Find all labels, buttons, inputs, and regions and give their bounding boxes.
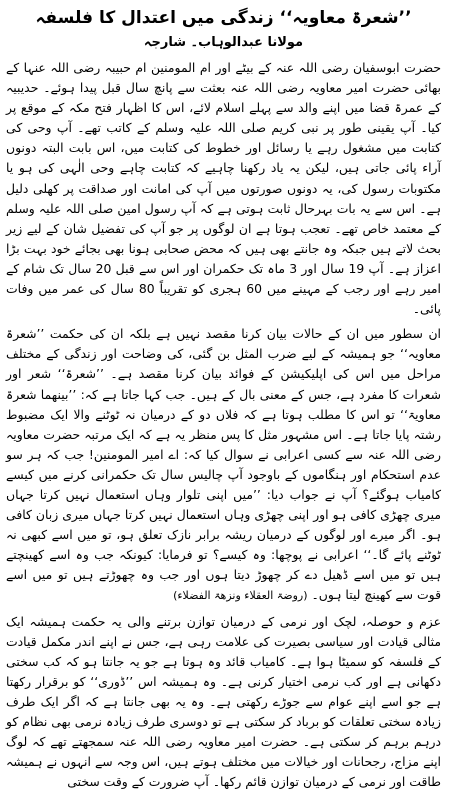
paragraph-shurat-muawiya-text: ان سطور میں ان کے حالات بیان کرنا مقصد نہیں ہے بلکہ ان کی حکمت ’’شعرۃ معاویہ‘‘ جو ہمیشہ کے لیے ضرب المثل بن گئی، کی وضاحت اور زندگی کے مختلف مراحل میں اس کی اپلیکیشن کے فوائد بیان کرنا مقصد ہے۔ ’’شعرۃ‘‘ شعر اور شعرات کا مفرد ہے، جس کے معنی بال کے ہیں۔ جب کہا جاتا ہے کہ: ’’بینھما شعرۃ معاویۃ‘‘ تو اس کا مطلب ہوتا ہے کہ فلاں دو کے درمیان نہ ٹوٹنے والا ایک مضبوط رشتہ پایا جاتا ہے۔ اس مشہور مثل کا پس منظر یہ ہے کہ ایک مرتبہ حضرت معاویہ رضی اللہ عنہ سے کسی اعرابی نے سوال کیا کہ: اے امیر المومنین! جب کہ ہر سو عدم استحکام اور ہنگاموں کے باوجود آپ چالیس سال تک حکمرانی کرنے میں کیسے کامیاب ہوگئے؟ آپ نے جواب دیا: ’’میں اپنی تلوار وہاں استعمال نہیں کرتا جہاں میری چھڑی کافی ہو اور اپنی چھڑی وہاں استعمال نہیں کرتا جہاں میری زبان کافی ہو۔ اگر میرے اور لوگوں کے درمیان ریشہ برابر نازک تعلق ہو، تو میں اسے کبھی نہ ٹوٹنے پائے گا۔‘‘ اعرابی نے پوچھا: وہ کیسے؟ تو فرمایا: کیونکہ جب وہ اسے کھینچتے ہیں تو میں اسے ڈھیل دے کر چھوڑ دیتا ہوں اور جب وہ چھوڑتے ہیں تو میں اسے قوت سے کھینچ لیتا ہوں۔ <box>6 326 441 603</box>
article-title: ’’شعرۃ معاویہ‘‘ زندگی میں اعتدال کا فلسفہ <box>35 8 412 28</box>
article-author: مولانا عبدالوہاب۔ شارجہ <box>143 35 304 50</box>
source-citation: (روضۃ العقلاء ونزھۃ الفضلاء) <box>173 589 308 603</box>
paragraph-biography: حضرت ابوسفیان رضی اللہ عنہ کے بیٹے اور ام المومنین ام حبیبہ رضی اللہ عنہا کے بھائی حضرت امیر معاویہ رضی اللہ عنہ بعثت سے پانچ سال قبل پیدا ہوئے۔ حدیبیہ کے عمرۃ قضا میں اپنے والد سے پہلے اسلام لائے، اس کا اظہار فتح مکہ کے موقع پر کیا۔ آپ یقینی طور پر نبی کریم صلی اللہ علیہ وسلم کے کاتب تھے۔ آپ وحی کی کتابت میں مشغول رہے یا رسائل اور خطوط کی کتابت میں، اس بابت البتہ دونوں آراء پائی جاتی ہیں، لیکن یہ یاد رکھنا چاہیے کہ کتابت چاہے وحی الٰہی کی ہو یا مکتوبات رسول کی، یہ دونوں صورتوں میں آپ کی امانت اور صداقت پر کھلی دلیل ہے۔ اس سے یہ بات بہرحال ثابت ہوتی ہے کہ آپ رسول امین صلی اللہ علیہ وسلم کے معتمد خاص تھے۔ تعجب ہوتا ہے ان لوگوں پر جو آپ کی تفضیل شان کے لیے زیر بحث لاتے ہیں جبکہ وہ جانتے بھی ہیں کہ محض صحابی ہونا بھی بجائے خود بہت بڑا اعزاز ہے۔ آپ 19 سال اور 3 ماہ تک حکمران اور اس سے قبل 20 سال تک شام کے امیر رہے اور رجب کے مہینے میں 60 ہجری کو تقریباً 80 سال کی عمر میں وفات پائی۔ <box>6 60 441 317</box>
paragraph-shurat-muawiya <box>6 324 441 606</box>
paragraph-leadership-balance: عزم و حوصلہ، لچک اور نرمی کے درمیان توازن برتنے والی یہ حکمت ہمیشہ ایک مثالی قیادت اور سیاسی بصیرت کی علامت رہی ہے، جس نے اپنے اندر مکمل قیادت کے فلسفہ کو سمیٹا ہوا ہے۔ کامیاب قائد وہ ہوتا ہے جو یہ جانتا ہو کہ کب سختی دکھانی ہے اور کب نرمی اختیار کرنی ہے۔ وہ ہمیشہ اس ’’ڈوری‘‘ کو برقرار رکھتا ہے جو اسے اپنے عوام سے جوڑے رکھتی ہے۔ وہ یہ بھی جانتا ہے کہ اگر ایک طرف زیادہ سختی تعلقات کو برباد کر سکتی ہے تو دوسری طرف زیادہ نرمی بھی نظام کو درہم برہم کر سکتی ہے۔ حضرت امیر معاویہ رضی اللہ عنہ سمجھتے تھے کہ لوگ اپنے مزاج، رجحانات اور خیالات میں مختلف ہوتے ہیں، اس وجہ سے انہوں نے ہمیشہ طاقت اور نرمی کے درمیان توازن قائم رکھا۔ آپ ضرورت کے وقت سختی <box>6 613 441 790</box>
